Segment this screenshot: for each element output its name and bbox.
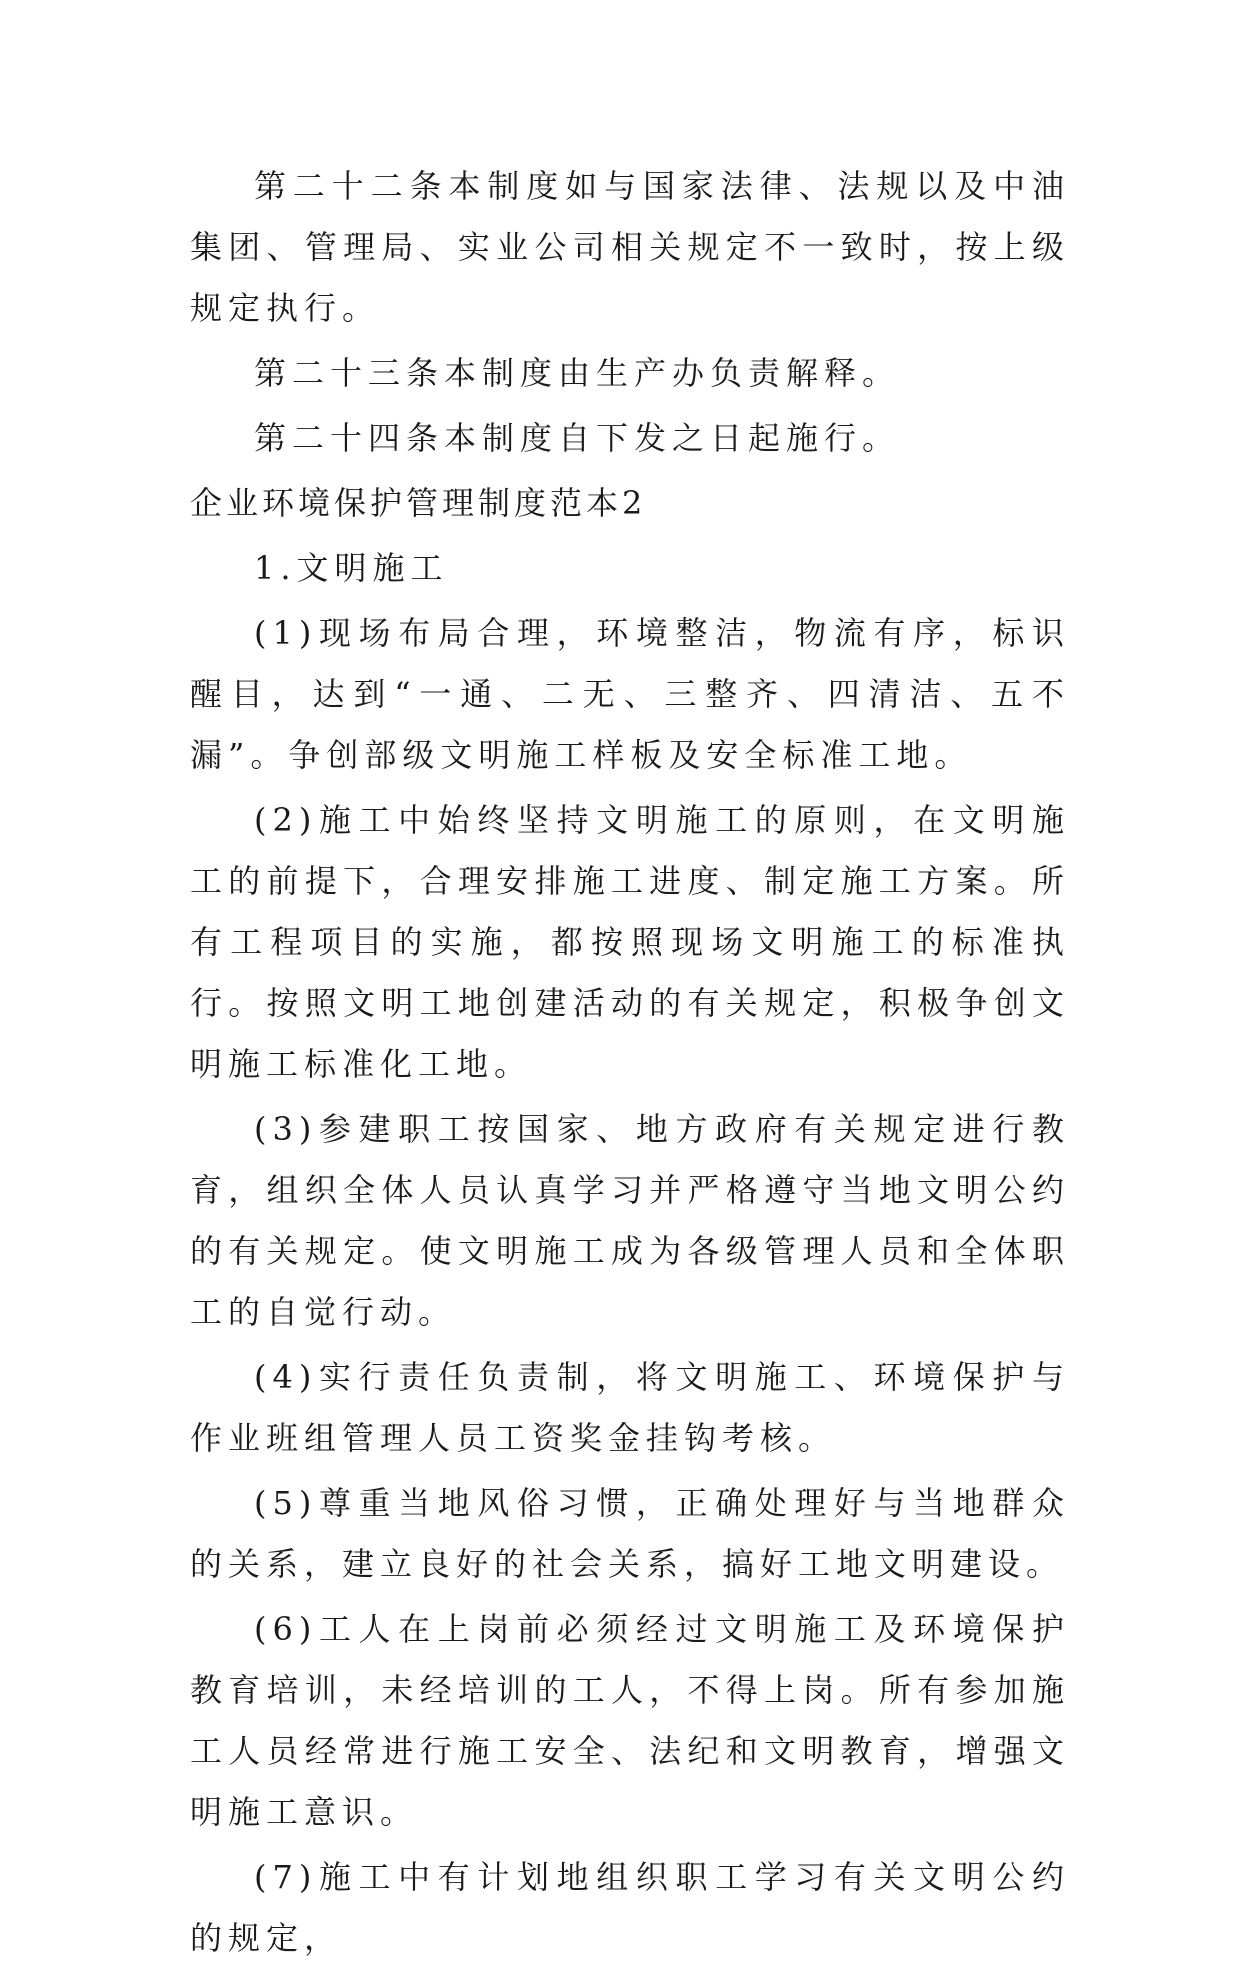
item-6-paragraph: (6)工人在上岗前必须经过文明施工及环境保护教育培训，未经培训的工人，不得上岗。所有参加施工人员经常进行施工安全、法纪和文明教育，增强文明施工意识。: [190, 1610, 1070, 1831]
item-4-paragraph: (4)实行责任负责制，将文明施工、环境保护与作业班组管理人员工资奖金挂钩考核。: [190, 1358, 1070, 1457]
item-7-paragraph: (7)施工中有计划地组织职工学习有关文明公约的规定，: [190, 1858, 1070, 1957]
article-23-paragraph: 第二十三条本制度由生产办负责解释。: [254, 354, 901, 392]
subsection-title: 1.文明施工: [254, 549, 449, 587]
item-1-paragraph: (1)现场布局合理，环境整洁，物流有序，标识醒目，达到“一通、二无、三整齐、四清洁、五不漏”。争创部级文明施工样板及安全标准工地。: [190, 614, 1070, 774]
section-heading: 企业环境保护管理制度范本2: [190, 484, 647, 522]
article-22-paragraph: 第二十二条本制度如与国家法律、法规以及中油集团、管理局、实业公司相关规定不一致时，按上级规定执行。: [190, 167, 1070, 327]
item-5-paragraph: (5)尊重当地风俗习惯，正确处理好与当地群众的关系，建立良好的社会关系，搞好工地文明建设。: [190, 1484, 1070, 1583]
document-page: [190, 156, 1070, 1973]
item-2-paragraph: (2)施工中始终坚持文明施工的原则，在文明施工的前提下，合理安排施工进度、制定施工方案。所有工程项目的实施，都按照现场文明施工的标准执行。按照文明工地创建活动的有关规定，积极争创文明施工标准化工地。: [190, 801, 1070, 1083]
item-3-paragraph: (3)参建职工按国家、地方政府有关规定进行教育，组织全体人员认真学习并严格遵守当地文明公约的有关规定。使文明施工成为各级管理人员和全体职工的自觉行动。: [190, 1110, 1070, 1331]
article-24-paragraph: 第二十四条本制度自下发之日起施行。: [254, 419, 901, 457]
